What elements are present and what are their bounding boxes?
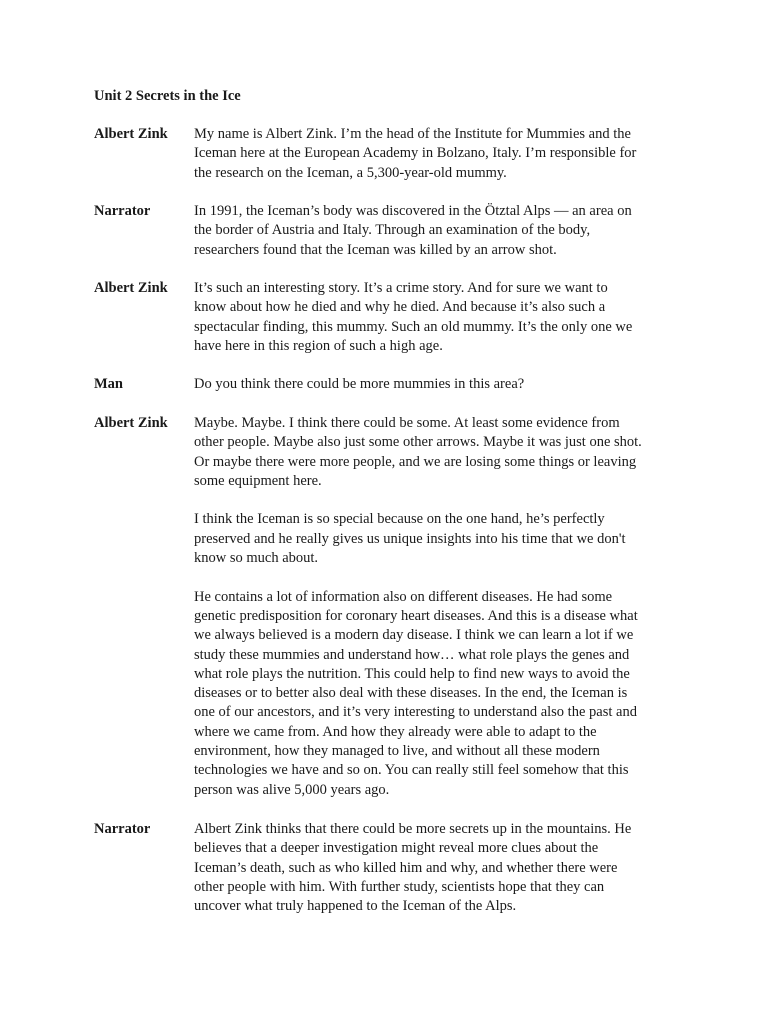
speech-text <box>194 820 684 916</box>
speaker-name: Albert Zink <box>94 415 168 431</box>
speaker-name: Albert Zink <box>94 280 168 296</box>
text-line: Do you think there could be more mummies in this area? <box>194 376 525 392</box>
text-line: what role plays the nutrition. This could help to find new ways to avoid the <box>194 665 630 682</box>
text-line: the research on the Iceman, a 5,300-year-old mummy. <box>194 164 507 181</box>
text-line: person was alive 5,000 years ago. <box>194 781 390 798</box>
speech-text <box>194 414 684 800</box>
text-line: Albert Zink thinks that there could be more secrets up in the mountains. He <box>194 821 632 837</box>
speech-paragraph <box>194 125 684 183</box>
text-line: environment, how they managed to live, and without all these modern <box>194 743 600 760</box>
speech-paragraph <box>194 202 684 260</box>
text-line: diseases or to better also deal with these diseases. In the end, the Iceman is <box>194 685 628 702</box>
speech-paragraph <box>194 588 684 800</box>
speech-paragraph <box>194 375 684 394</box>
text-line: know about how he died and why he died. And because it’s also such a <box>194 299 606 316</box>
text-line: know so much about. <box>194 550 319 567</box>
text-line: Or maybe there were more people, and we are losing some things or leaving <box>194 453 637 470</box>
text-line: Iceman’s death, such as who killed him and why, and whether there were <box>194 859 618 876</box>
text-line: I think the Iceman is so special because on the one hand, he’s perfectly <box>194 511 605 528</box>
document-title: Unit 2 Secrets in the Ice <box>94 88 241 104</box>
speech-paragraph <box>194 820 684 916</box>
text-line: uncover what truly happened to the Iceman of the Alps. <box>194 898 517 915</box>
text-line: have here in this region of such a high age. <box>194 337 443 354</box>
speech-text <box>194 375 684 394</box>
speech-paragraph <box>194 414 684 491</box>
text-line: genetic predisposition for coronary heart diseases. And this is a disease what <box>194 607 638 624</box>
text-line: study these mummies and understand how… what role plays the genes and <box>194 646 630 663</box>
text-line: other people. Maybe also just some other arrows. Maybe it was just one shot. <box>194 434 642 451</box>
speaker-name: Albert Zink <box>94 126 168 142</box>
text-line: It’s such an interesting story. It’s a crime story. And for sure we want to <box>194 280 608 296</box>
text-line: some equipment here. <box>194 472 322 489</box>
text-line: one of our ancestors, and it’s very interesting to understand also the past and <box>194 704 637 721</box>
speech-text <box>194 125 684 183</box>
speaker-name: Narrator <box>94 821 151 837</box>
text-line: Maybe. Maybe. I think there could be some. At least some evidence from <box>194 415 620 431</box>
text-line: In 1991, the Iceman’s body was discovered in the Ötztal Alps — an area on <box>194 203 632 219</box>
text-line: other people with him. With further study, scientists hope that they can <box>194 878 605 895</box>
speaker-name: Man <box>94 376 123 392</box>
speech-text <box>194 279 684 356</box>
text-line: Iceman here at the European Academy in Bolzano, Italy. I’m responsible for <box>194 145 637 162</box>
text-line: believes that a deeper investigation might reveal more clues about the <box>194 840 599 857</box>
speech-paragraph <box>194 279 684 356</box>
text-line: the border of Austria and Italy. Through an examination of the body, <box>194 222 591 239</box>
text-line: preserved and he really gives us unique insights into his time that we don't <box>194 530 626 547</box>
text-line: He contains a lot of information also on different diseases. He had some <box>194 588 613 605</box>
text-line: researchers found that the Iceman was killed by an arrow shot. <box>194 241 557 258</box>
text-line: we always believed is a modern day disease. I think we can learn a lot if we <box>194 627 634 644</box>
text-line: spectacular finding, this mummy. Such an old mummy. It’s the only one we <box>194 318 633 335</box>
speech-paragraph <box>194 510 684 568</box>
text-line: technologies we have and so on. You can really still feel somehow that this <box>194 762 629 779</box>
speaker-name: Narrator <box>94 203 151 219</box>
text-line: My name is Albert Zink. I’m the head of the Institute for Mummies and the <box>194 126 631 142</box>
text-line: where we came from. And how they already were able to adapt to the <box>194 723 597 740</box>
speech-text <box>194 202 684 260</box>
